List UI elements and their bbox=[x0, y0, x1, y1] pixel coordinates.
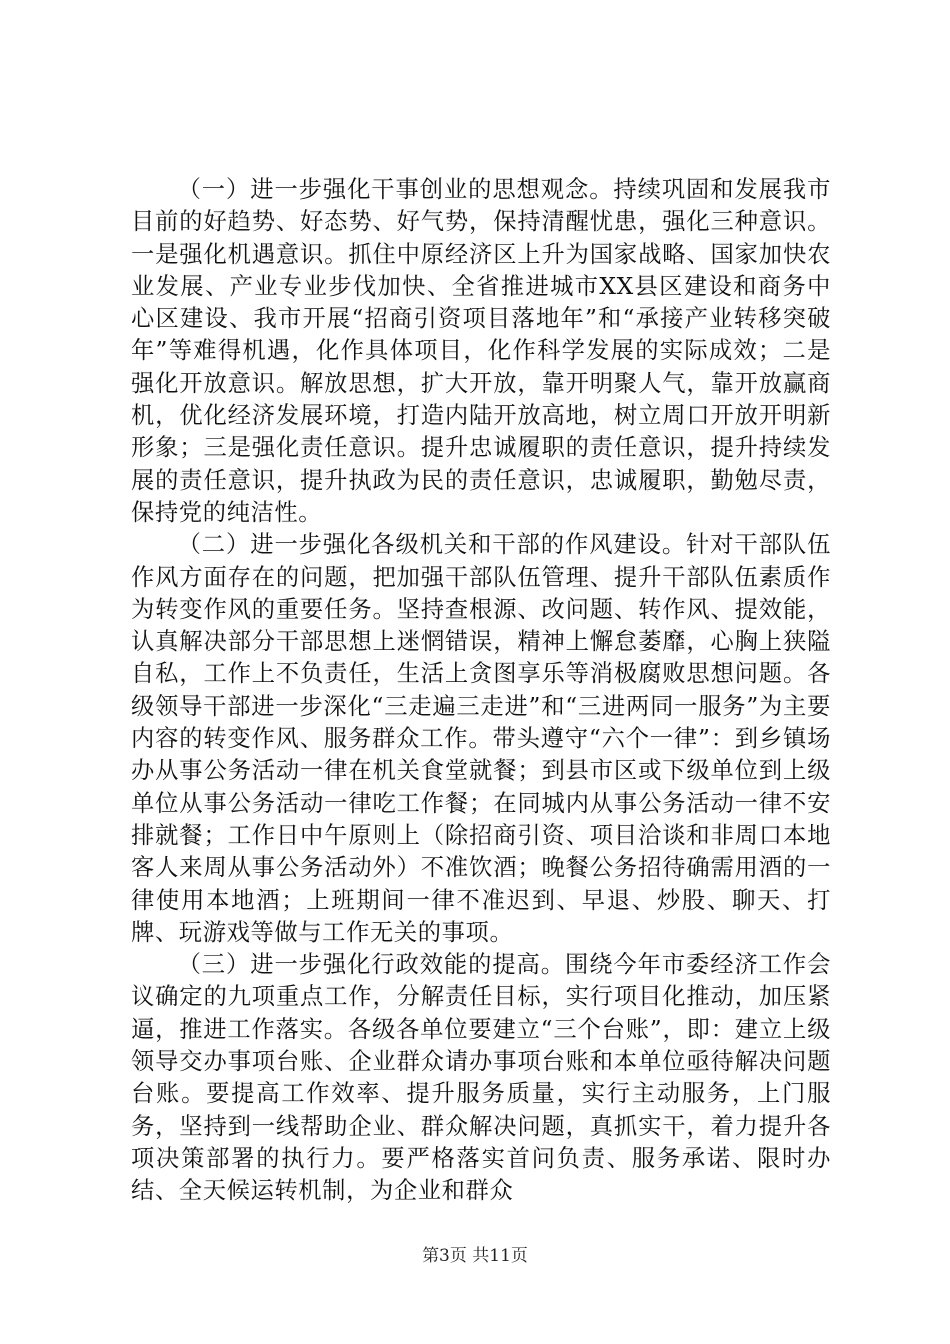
document-body bbox=[131, 174, 831, 1208]
paragraph-2: （二）进一步强化各级机关和干部的作风建设。针对干部队伍作风方面存在的问题，把加强干部队伍管理、提升干部队伍素质作为转变作风的重要任务。坚持查根源、改问题、转作风、提效能，认真解决部分干部思想上迷惘错误，精神上懈怠萎靡，心胸上狭隘自私，工作上不负责任，生活上贪图享乐等消极腐败思想问题。各级领导干部进一步深化“三走遍三走进”和“三进两同一服务”为主要内容的转变作风、服务群众工作。带头遵守“六个一律”：到乡镇场办从事公务活动一律在机关食堂就餐；到县市区或下级单位到上级单位从事公务活动一律吃工作餐；在同城内从事公务活动一律不安排就餐；工作日中午原则上（除招商引资、项目洽谈和非周口本地客人来周从事公务活动外）不准饮酒；晚餐公务招待确需用酒的一律使用本地酒；上班期间一律不准迟到、早退、炒股、聊天、打牌、玩游戏等做与工作无关的事项。 bbox=[131, 531, 831, 946]
paragraph-1: （一）进一步强化干事创业的思想观念。持续巩固和发展我市目前的好趋势、好态势、好气势，保持清醒忧患，强化三种意识。一是强化机遇意识。抓住中原经济区上升为国家战略、国家加快农业发展、产业专业步伐加快、全省推进城市XX县区建设和商务中心区建设、我市开展“招商引资项目落地年”和“承接产业转移突破年”等难得机遇，化作具体项目，化作科学发展的实际成效；二是强化开放意识。解放思想，扩大开放，靠开明聚人气，靠开放赢商机，优化经济发展环境，打造内陆开放高地，树立周口开放开明新形象；三是强化责任意识。提升忠诚履职的责任意识，提升持续发展的责任意识，提升执政为民的责任意识，忠诚履职，勤勉尽责，保持党的纯洁性。 bbox=[131, 176, 831, 526]
paragraph-3: （三）进一步强化行政效能的提高。围绕今年市委经济工作会议确定的九项重点工作，分解责任目标，实行项目化推动，加压紧逼，推进工作落实。各级各单位要建立“三个台账”，即：建立上级领导交办事项台账、企业群众请办事项台账和本单位亟待解决问题台账。要提高工作效率、提升服务质量，实行主动服务，上门服务，坚持到一线帮助企业、群众解决问题，真抓实干，着力提升各项决策部署的执行力。要严格落实首问负责、服务承诺、限时办结、全天候运转机制，为企业和群众 bbox=[131, 951, 831, 1205]
page-number-footer: 第3页 共11页 bbox=[422, 1246, 528, 1266]
